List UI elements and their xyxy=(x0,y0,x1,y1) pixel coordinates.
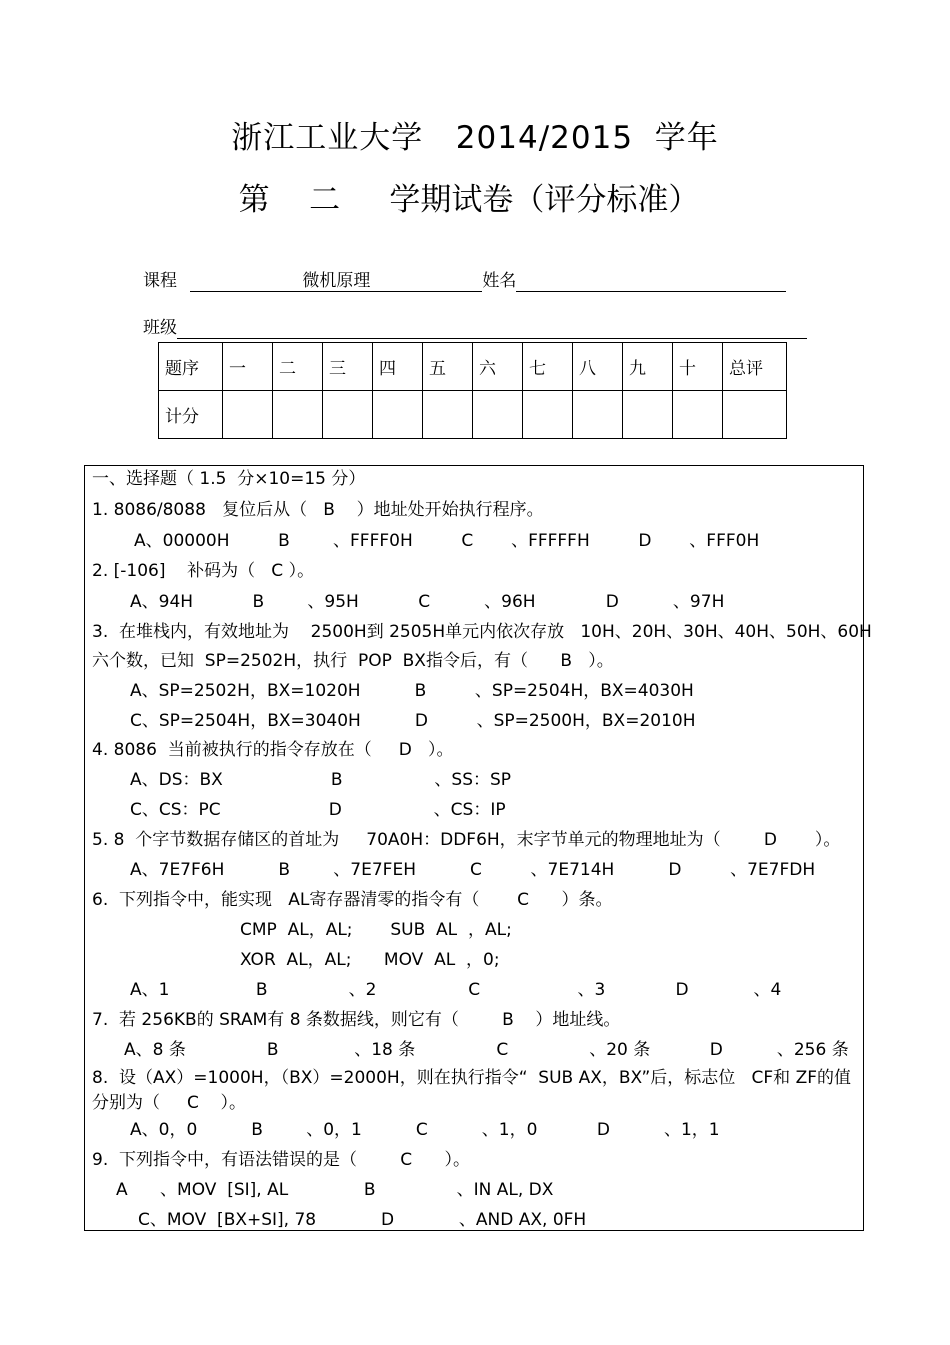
name-blank xyxy=(516,271,786,292)
name-label: 姓名 xyxy=(482,271,517,291)
question-line: 1. 8086/8088 复位后从（ B ）地址处开始执行程序。 xyxy=(92,500,544,520)
score-header-cell: 五 xyxy=(423,343,473,391)
score-cell[interactable] xyxy=(223,391,273,439)
score-cell[interactable] xyxy=(373,391,423,439)
option-line: A、0，0 B 、0，1 C 、1，0 D 、1，1 xyxy=(130,1120,720,1140)
option-line: A 、MOV [SI], AL B 、IN AL, DX xyxy=(116,1180,554,1200)
score-value-row xyxy=(159,391,787,439)
class-blank xyxy=(177,318,807,339)
option-line: A、1 B 、2 C 、3 D 、4 xyxy=(130,980,782,1000)
score-header-cell: 九 xyxy=(623,343,673,391)
score-row-label: 计分 xyxy=(159,391,223,439)
score-cell[interactable] xyxy=(273,391,323,439)
question-line: 3. 在堆栈内，有效地址为 2500H到 2505H单元内依次存放 10H、20H、30H、40H、50H、60H xyxy=(92,622,872,642)
score-table xyxy=(158,342,787,439)
code-line: XOR AL，AL; MOV AL ，0; xyxy=(240,950,500,970)
score-header-cell: 十 xyxy=(673,343,723,391)
score-header-cell: 七 xyxy=(523,343,573,391)
score-cell[interactable] xyxy=(623,391,673,439)
section-heading: 一、选择题（ 1.5 分×10=15 分） xyxy=(92,469,366,489)
score-cell[interactable] xyxy=(673,391,723,439)
option-line: A、00000H B 、FFFF0H C 、FFFFFH D 、FFF0H xyxy=(134,531,760,551)
question-line: 2. [-106] 补码为（ C ）。 xyxy=(92,561,315,581)
course-row xyxy=(143,266,786,292)
question-line: 7. 若 256KB的 SRAM有 8 条数据线，则它有（ B ）地址线。 xyxy=(92,1010,621,1030)
option-line: A、DS：BX B 、SS：SP xyxy=(130,770,512,790)
exam-title: 浙江工业大学 2014/2015 学年 xyxy=(231,120,719,156)
score-cell[interactable] xyxy=(423,391,473,439)
score-cell[interactable] xyxy=(723,391,787,439)
score-header-cell: 总评 xyxy=(723,343,787,391)
score-header-cell: 题序 xyxy=(159,343,223,391)
score-header-cell: 四 xyxy=(373,343,423,391)
exam-subtitle: 第 二 学期试卷（评分标准） xyxy=(238,182,700,218)
question-line: 8. 设（AX）=1000H，（BX）=2000H，则在执行指令“ SUB AX，BX”后，标志位 CF和 ZF的值 xyxy=(92,1068,851,1088)
class-label: 班级 xyxy=(143,318,177,338)
score-cell[interactable] xyxy=(323,391,373,439)
option-line: A、8 条 B 、18 条 C 、20 条 D 、256 条 xyxy=(124,1040,849,1060)
option-line: C、SP=2504H，BX=3040H D 、SP=2500H，BX=2010H xyxy=(130,711,696,731)
score-header-cell: 三 xyxy=(323,343,373,391)
class-row xyxy=(143,313,807,339)
question-section xyxy=(84,465,872,1231)
course-value: 微机原理 xyxy=(190,266,482,292)
score-header-row xyxy=(159,343,787,391)
question-line: 分别为（ C ）。 xyxy=(92,1093,247,1113)
option-line: A、7E7F6H B 、7E7FEH C 、7E714H D 、7E7FDH xyxy=(130,860,816,880)
score-header-cell: 八 xyxy=(573,343,623,391)
score-header-cell: 六 xyxy=(473,343,523,391)
course-label: 课程 xyxy=(143,271,177,291)
question-line: 6. 下列指令中，能实现 AL寄存器清零的指令有（ C ）条。 xyxy=(92,890,613,910)
question-line: 5. 8 个字节数据存储区的首址为 70A0H：DDF6H，末字节单元的物理地址为（ D ）。 xyxy=(92,830,841,850)
option-line: C、CS：PC D 、CS：IP xyxy=(130,800,506,820)
question-line: 4. 8086 当前被执行的指令存放在（ D ）。 xyxy=(92,740,454,760)
score-header-cell: 二 xyxy=(273,343,323,391)
question-line: 9. 下列指令中，有语法错误的是（ C ）。 xyxy=(92,1150,471,1170)
option-line: A、94H B 、95H C 、96H D 、97H xyxy=(130,592,725,612)
option-line: C、MOV [BX+SI], 78 D 、AND AX, 0FH xyxy=(138,1210,587,1230)
score-cell[interactable] xyxy=(473,391,523,439)
score-cell[interactable] xyxy=(523,391,573,439)
score-cell[interactable] xyxy=(573,391,623,439)
score-header-cell: 一 xyxy=(223,343,273,391)
code-line: CMP AL，AL; SUB AL ，AL; xyxy=(240,920,512,940)
option-line: A、SP=2502H，BX=1020H B 、SP=2504H，BX=4030H xyxy=(130,681,694,701)
question-line: 六个数，已知 SP=2502H，执行 POP BX指令后，有（ B ）。 xyxy=(92,651,614,671)
